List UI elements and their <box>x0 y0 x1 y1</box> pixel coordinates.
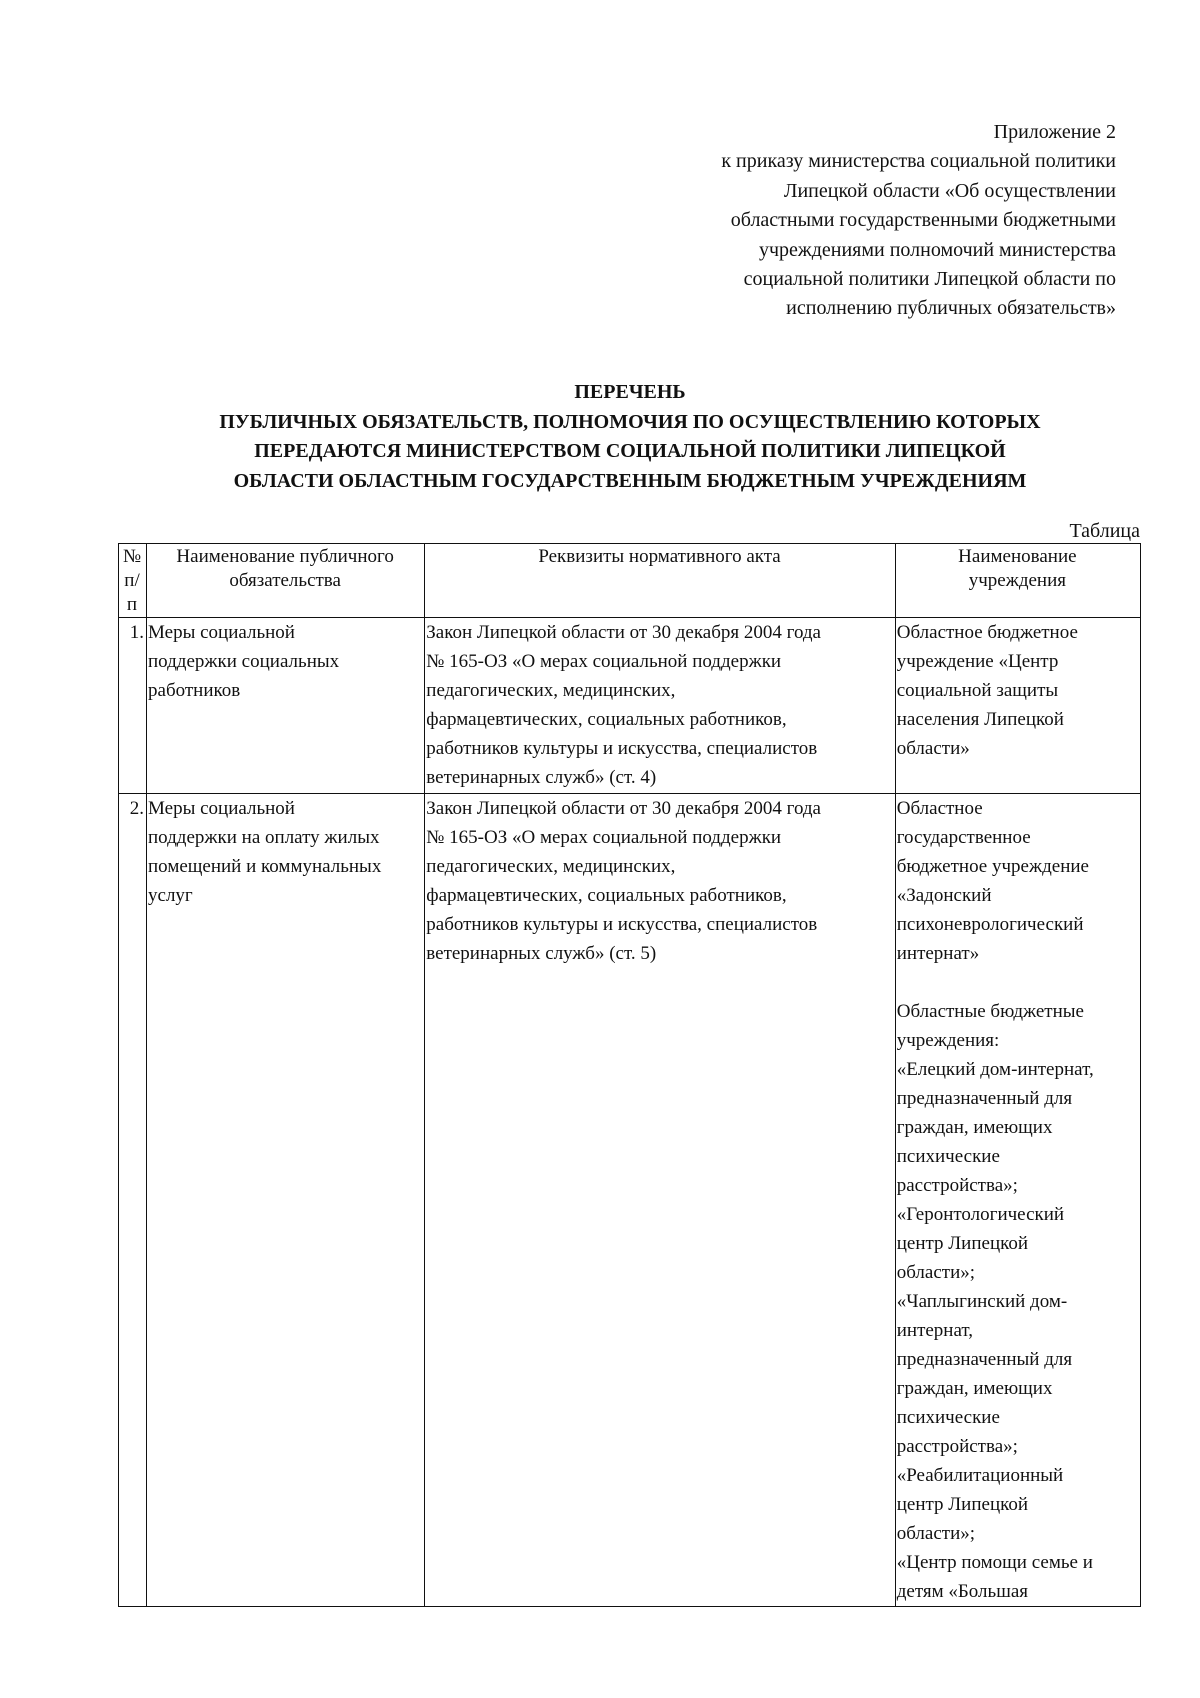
header-num: № п/п <box>119 544 147 618</box>
cell-num: 1. <box>119 618 147 794</box>
cell-requisites: Закон Липецкой области от 30 декабря 2004 года № 165-ОЗ «О мерах социальной поддержки педагогических, медицинских, фармацевтических, социальных работников, работников культуры и искусства, специалистов ветеринарных служб» (ст. 4) <box>425 618 895 794</box>
appendix-line: областными государственными бюджетными <box>730 209 1116 232</box>
appendix-line: Приложение 2 <box>993 121 1116 143</box>
header-name: Наименование публичного обязательства <box>147 544 425 618</box>
cell-name: Меры социальной поддержки социальных работников <box>147 618 425 794</box>
title-line: ПЕРЕЧЕНЬ <box>574 381 686 403</box>
appendix-line: к приказу министерства социальной политики <box>721 150 1116 173</box>
cell-institution: Областное бюджетное учреждение «Центр социальной защиты населения Липецкой области» <box>895 618 1140 794</box>
appendix-line: Липецкой области «Об осуществлении <box>783 179 1116 202</box>
document-title <box>120 378 1140 496</box>
table-caption: Таблица <box>1069 520 1140 542</box>
appendix-line: учреждениями полномочий министерства <box>758 238 1116 261</box>
cell-requisites: Закон Липецкой области от 30 декабря 2004 года № 165-ОЗ «О мерах социальной поддержки педагогических, медицинских, фармацевтических, социальных работников, работников культуры и искусства, специалистов ветеринарных служб» (ст. 5) <box>425 794 895 1607</box>
cell-institution: Областное государственное бюджетное учреждение «Задонский психоневрологический интернат» Областные бюджетные учреждения: «Елецкий дом-интернат, предназначенный для граждан, имеющих психические расстройства»; «Геронтологический центр Липецкой области»; «Чаплыгинский дом- интернат, предназначенный для граждан, имеющих психические расстройства»; «Реабилитационный центр Липецкой области»; «Центр помощи семье и детям «Большая <box>895 794 1140 1607</box>
header-requisites: Реквизиты нормативного акта <box>425 544 895 618</box>
title-line: ПУБЛИЧНЫХ ОБЯЗАТЕЛЬСТВ, ПОЛНОМОЧИЯ ПО ОСУЩЕСТВЛЕНИЮ КОТОРЫХ <box>219 410 1041 433</box>
table-row <box>119 794 1141 1607</box>
table-row <box>119 618 1141 794</box>
appendix-block <box>596 118 1116 324</box>
appendix-line: исполнению публичных обязательств» <box>786 297 1116 320</box>
title-line: ОБЛАСТИ ОБЛАСТНЫМ ГОСУДАРСТВЕННЫМ БЮДЖЕТНЫМ УЧРЕЖДЕНИЯМ <box>233 469 1027 492</box>
appendix-line: социальной политики Липецкой области по <box>743 268 1116 291</box>
obligations-table <box>118 543 1141 1607</box>
cell-name: Меры социальной поддержки на оплату жилых помещений и коммунальных услуг <box>147 794 425 1607</box>
header-institution: Наименование учреждения <box>895 544 1140 618</box>
title-line: ПЕРЕДАЮТСЯ МИНИСТЕРСТВОМ СОЦИАЛЬНОЙ ПОЛИТИКИ ЛИПЕЦКОЙ <box>254 440 1006 462</box>
cell-num: 2. <box>119 794 147 1607</box>
table-header-row <box>119 544 1141 618</box>
